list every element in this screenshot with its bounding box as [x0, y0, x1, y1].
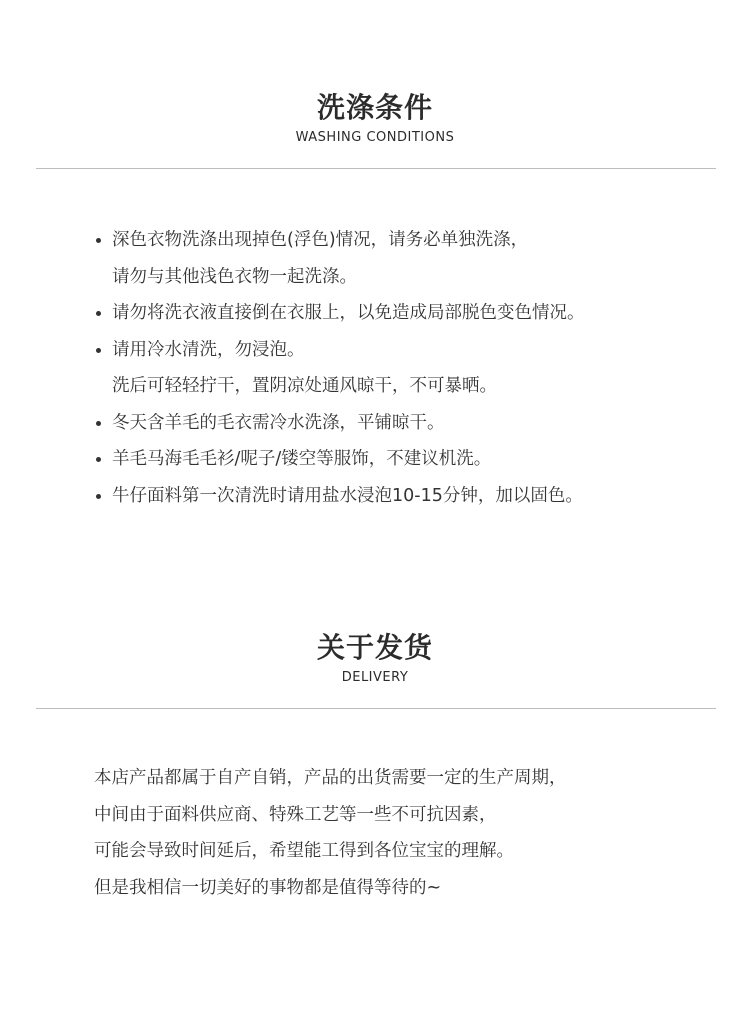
delivery-divider [36, 708, 716, 709]
delivery-line: 但是我相信一切美好的事物都是值得等待的~ [94, 877, 442, 898]
washing-line-text: 深色衣物洗涤出现掉色(浮色)情况，请务必单独洗涤， [112, 230, 529, 250]
washing-line-text: 请勿将洗衣液直接倒在衣服上，以免造成局部脱色变色情况。 [112, 303, 585, 323]
washing-line [92, 222, 712, 259]
washing-line [92, 259, 712, 296]
washing-line-text: 请勿与其他浅色衣物一起洗涤。 [112, 266, 357, 287]
delivery-subtitle: DELIVERY [341, 670, 409, 685]
delivery-text [94, 760, 714, 906]
bullet-dot [96, 494, 101, 499]
washing-line [92, 295, 712, 332]
delivery-line: 可能会导致时间延后，希望能工得到各位宝宝的理解。 [94, 841, 514, 861]
washing-list [92, 222, 712, 514]
washing-line [92, 441, 712, 478]
washing-title: 洗涤条件 [316, 91, 433, 124]
bullet-dot [96, 238, 101, 243]
delivery-line: 本店产品都属于自产自销，产品的出货需要一定的生产周期， [94, 768, 567, 788]
delivery-title: 关于发货 [316, 631, 433, 664]
washing-line [92, 405, 712, 442]
washing-line [92, 478, 712, 515]
washing-line [92, 368, 712, 405]
bullet-dot [96, 348, 101, 353]
bullet-dot [96, 421, 101, 426]
bullet-dot [96, 457, 101, 462]
washing-line-text: 洗后可轻轻拧干，置阴凉处通风晾干，不可暴晒。 [112, 376, 497, 396]
washing-line [92, 332, 712, 369]
washing-divider [36, 168, 716, 169]
delivery-line: 中间由于面料供应商、特殊工艺等一些不可抗因素， [94, 804, 497, 825]
washing-line-text: 冬天含羊毛的毛衣需冷水洗涤，平铺晾干。 [112, 412, 445, 433]
washing-line-text: 羊毛马海毛毛衫/呢子/镂空等服饰，不建议机洗。 [112, 449, 492, 469]
washing-subtitle: WASHING CONDITIONS [295, 130, 455, 145]
bullet-dot [96, 311, 101, 316]
washing-line-text: 请用冷水清洗，勿浸泡。 [112, 339, 305, 360]
washing-line-text: 牛仔面料第一次清洗时请用盐水浸泡10-15分钟，加以固色。 [112, 485, 583, 506]
